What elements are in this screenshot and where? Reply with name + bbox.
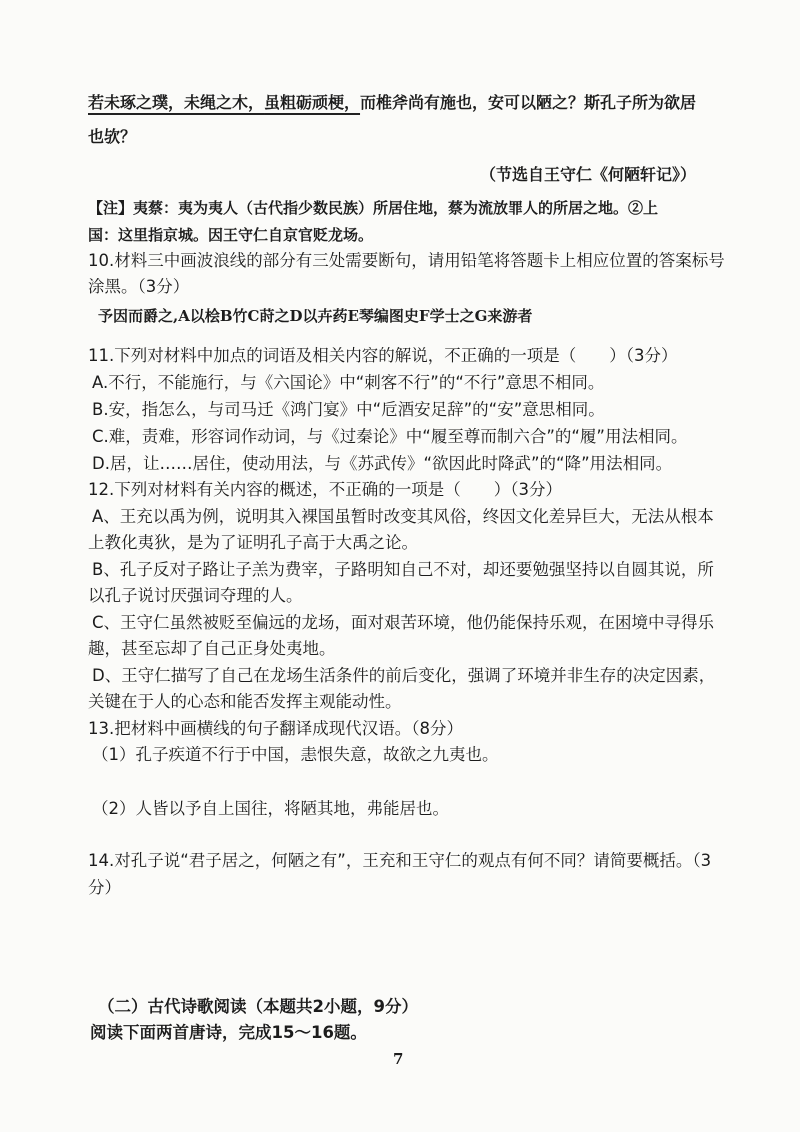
q14-stem-line-1: 14.对孔子说“君子居之，何陋之有”，王充和王守仁的观点有何不同？请简要概括。（3	[88, 851, 712, 870]
passage-underlined-b: 虽粗砺顽梗，	[264, 93, 361, 112]
q12-option-d-line-2: 关键在于人的心态和能否发挥主观能动性。	[88, 692, 402, 711]
note-line-1: 【注】夷蔡：夷为夷人（古代指少数民族）所居住地，蔡为流放罪人的所居之地。②上	[88, 199, 659, 217]
q12-option-b-line-2: 以孔子说讨厌强词夺理的人。	[88, 586, 303, 605]
q11-option-c: C.难，责难，形容词作动词，与《过秦论》中“履至尊而制六合”的“履”用法相同。	[92, 427, 688, 446]
passage-line-2: 也欤？	[88, 127, 137, 146]
q13-sentence-1: （1）孔子疾道不行于中国，恚恨失意，故欲之九夷也。	[92, 745, 499, 764]
q12-option-c-line-1: C、王守仁虽然被贬至偏远的龙场，面对艰苦环境，他仍能保持乐观，在困境中寻得乐	[92, 613, 715, 632]
note-line-2: 国：这里指京城。因王守仁自京官贬龙场。	[88, 226, 374, 244]
section-2-instruction: 阅读下面两首唐诗，完成15～16题。	[90, 1023, 367, 1042]
q10-options: 予因而爵之,A以桧B竹C莳之D以卉药E琴编图史F学士之G来游者	[98, 307, 533, 325]
q12-option-a-line-1: A、王充以禹为例，说明其入裸国虽暂时改变其风俗，终因文化差异巨大，无法从根本	[92, 507, 714, 526]
q11-option-b: B.安，指怎么，与司马迁《鸿门宴》中“卮酒安足辞”的“安”意思相同。	[92, 400, 605, 419]
page-number: 7	[393, 1050, 404, 1068]
q13-stem: 13.把材料中画横线的句子翻译成现代汉语。（8分）	[88, 719, 463, 738]
q13-sentence-2: （2）人皆以予自上国往，将陋其地，弗能居也。	[92, 799, 449, 818]
q10-stem-line-2: 涂黑。（3分）	[88, 277, 190, 296]
q12-option-c-line-2: 趣，甚至忘却了自己正身处夷地。	[88, 639, 336, 658]
passage-line-1	[88, 92, 696, 114]
q11-option-d: D.居，让……居住，使动用法，与《苏武传》“欲因此时降武”的“降”用法相同。	[92, 454, 673, 473]
q14-stem-line-2: 分）	[88, 878, 121, 897]
q11-option-a: A.不行，不能施行，与《六国论》中“刺客不行”的“不行”意思不相同。	[92, 373, 605, 392]
passage-source: （节选自王守仁《何陋轩记》）	[480, 165, 697, 184]
passage-text-c: 而椎斧尚有施也，安可以陋之？斯孔子所为欲居	[360, 93, 697, 112]
section-2-title: （二）古代诗歌阅读（本题共2小题，9分）	[98, 997, 418, 1016]
passage-underlined-a: 若未琢之璞，未绳之木，	[88, 93, 265, 112]
q12-option-a-line-2: 上教化夷狄，是为了证明孔子高于大禹之论。	[88, 533, 418, 552]
q12-option-d-line-1: D、王守仁描写了自己在龙场生活条件的前后变化，强调了环境并非生存的决定因素，	[92, 666, 716, 685]
q10-stem-line-1: 10.材料三中画波浪线的部分有三处需要断句，请用铅笔将答题卡上相应位置的答案标号	[88, 251, 725, 270]
q12-option-b-line-1: B、孔子反对子路让子羔为费宰，子路明知自己不对，却还要勉强坚持以自圆其说，所	[92, 560, 714, 579]
q12-stem: 12.下列对材料有关内容的概述，不正确的一项是（ ）（3分）	[88, 480, 562, 499]
q11-stem: 11.下列对材料中加点的词语及相关内容的解说，不正确的一项是（ ）（3分）	[88, 346, 678, 365]
